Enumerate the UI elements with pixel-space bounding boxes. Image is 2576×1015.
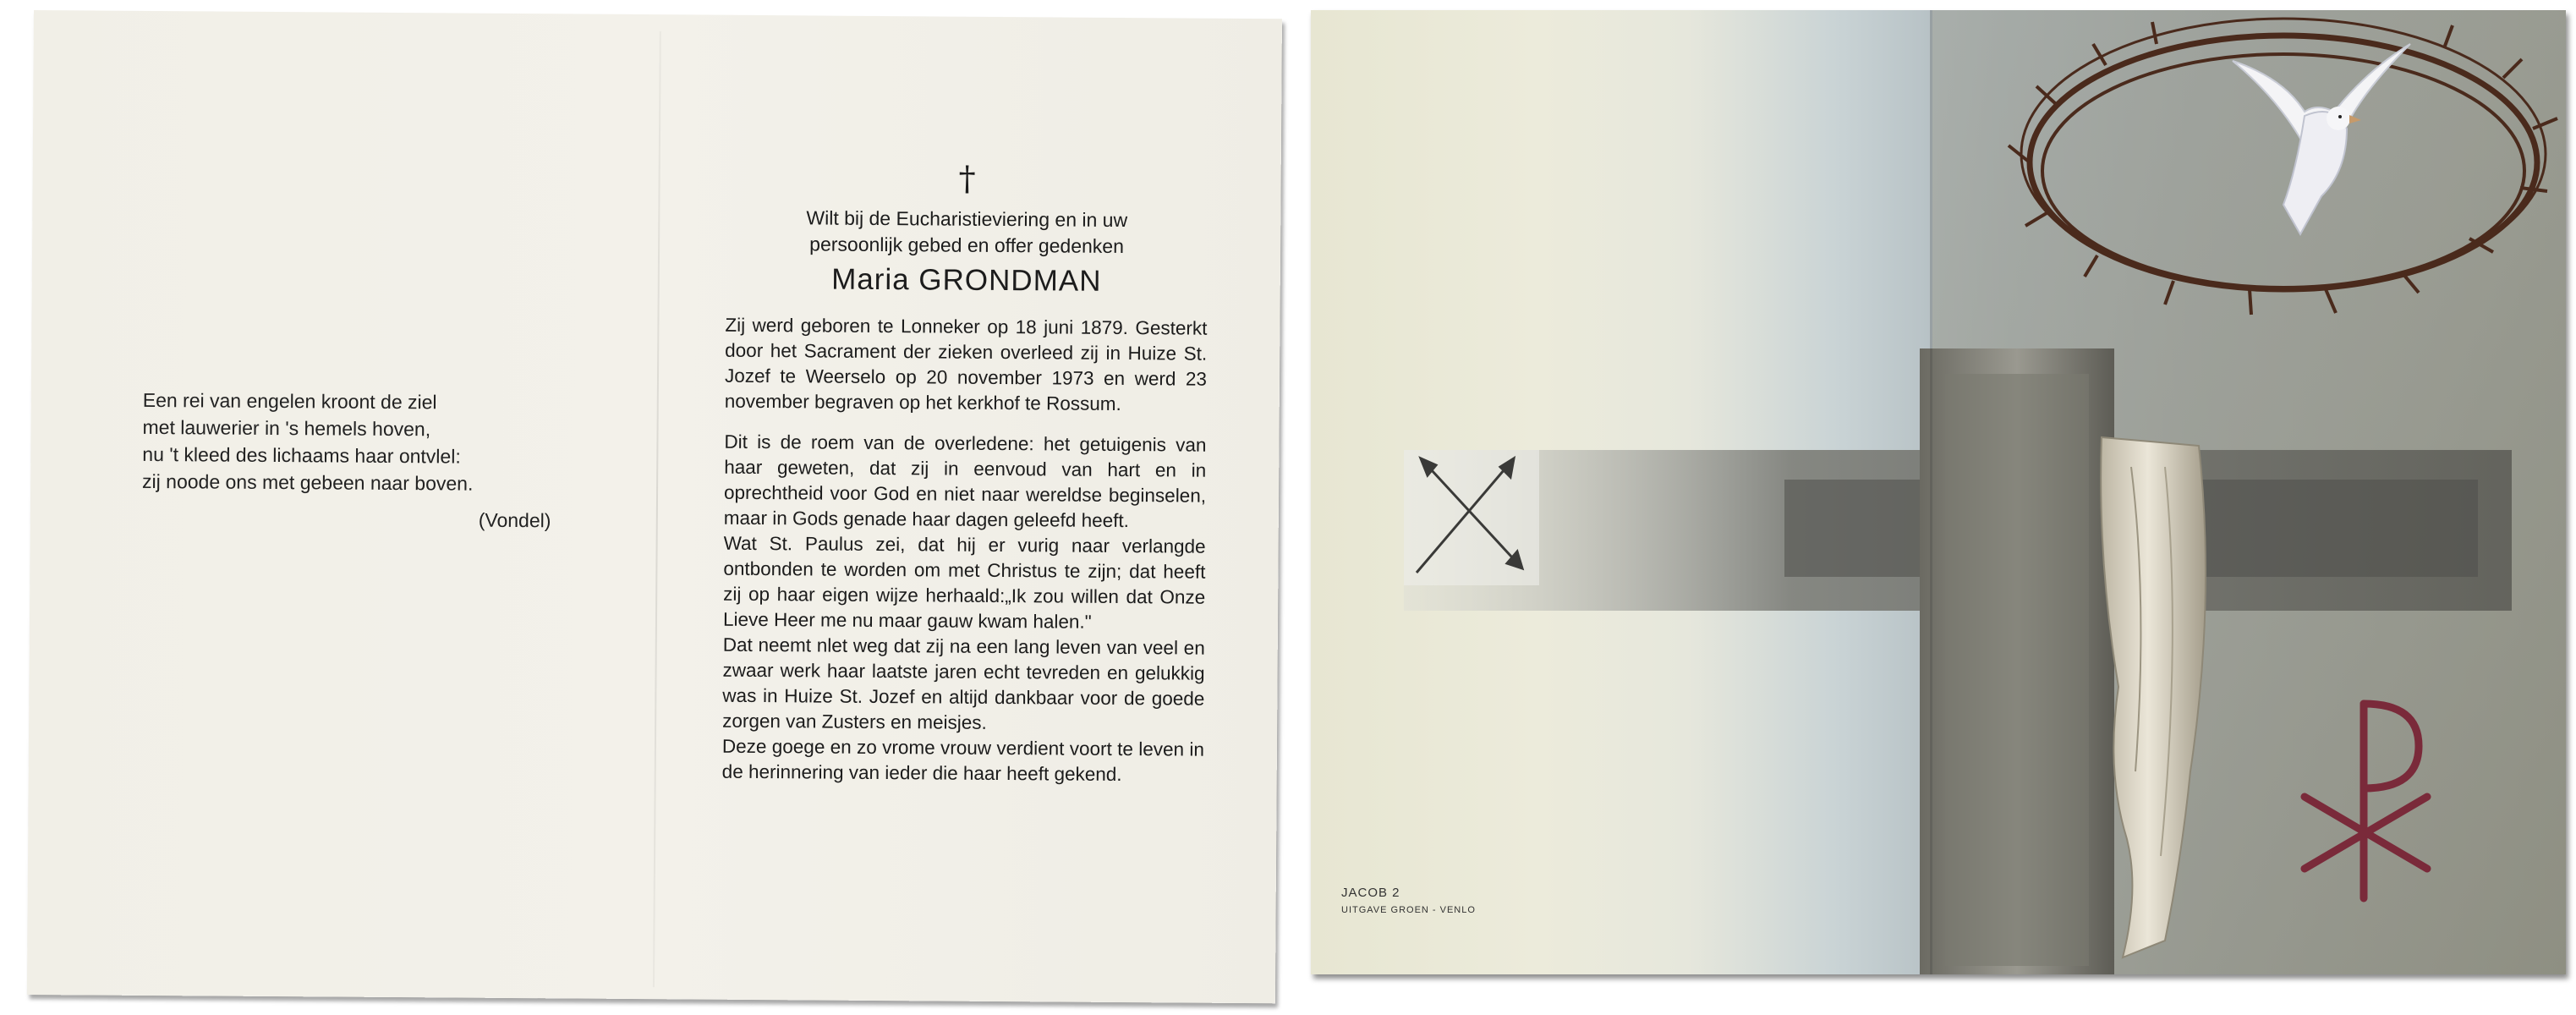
intro-line: Wilt bij de Eucharistieviering en in uw bbox=[806, 206, 1128, 232]
memorial-text bbox=[722, 159, 1209, 788]
intro-line: persoonlijk gebed en offer gedenken bbox=[809, 233, 1125, 258]
intro-text bbox=[726, 205, 1208, 261]
poem-line: met lauwerier in 's hemels hoven, bbox=[142, 415, 431, 441]
deceased-name: Maria GRONDMAN bbox=[831, 262, 1102, 298]
poem-line: zij noode ons met gebeen naar boven. bbox=[142, 469, 474, 495]
poem-author: (Vondel) bbox=[478, 508, 551, 532]
poem-line: Een rei van engelen kroont de ziel bbox=[142, 388, 437, 414]
poem bbox=[142, 387, 633, 498]
tribute-paragraph: Deze goege en zo vrome vrouw verdient voort te leven in de herinnering van ieder die haar heeft gekend. bbox=[721, 735, 1205, 786]
cross-icon: † bbox=[958, 159, 976, 199]
tribute-paragraph: Dit is de roem van de overledene: het getuigenis van haar geweten, dat zij in eenvoud van hart en in oprechtheid voor God en niet naar wereldse beginselen, maar in Gods genade haar dagen geleefd heeft. bbox=[723, 431, 1207, 532]
imprint-publisher: UITGAVE GROEN - VENLO bbox=[1341, 905, 1476, 915]
cover-fold-line bbox=[1930, 10, 1932, 974]
biography-paragraph: Zij werd geboren te Lonneker op 18 juni 1879. Gesterkt door het Sacrament der zieken overleed zij in Huize St. Jozef te Weerselo op 20 november 1973 en werd 23 november begraven op het kerkhof te Rossum. bbox=[724, 314, 1208, 414]
memorial-card-inside bbox=[27, 10, 1282, 1003]
memorial-card-cover bbox=[1311, 10, 2566, 974]
poem-line: nu 't kleed des lichaams haar ontvlel: bbox=[142, 442, 461, 468]
tribute-paragraph: Dat neemt nlet weg dat zij na een lang leven van veel en zwaar werk haar laatste jaren echt tevreden en gelukkig was in Huize St. Jozef en altijd dankbaar voor de goede zorgen van Zusters en meisjes. bbox=[722, 634, 1205, 733]
cross-post bbox=[1920, 348, 2114, 974]
card-fold-line bbox=[653, 31, 661, 987]
imprint-title: JACOB 2 bbox=[1341, 886, 1400, 900]
tribute-paragraph: Wat St. Paulus zei, dat hij er vurig naar verlangde ontbonden te worden om met Christus te zijn; dat heeft zij op haar eigen wijze herhaald:„Ik zou willen dat Onze Lieve Heer me nu maar gauw kwam halen." bbox=[722, 532, 1206, 633]
cover-illustration bbox=[1311, 10, 2566, 974]
